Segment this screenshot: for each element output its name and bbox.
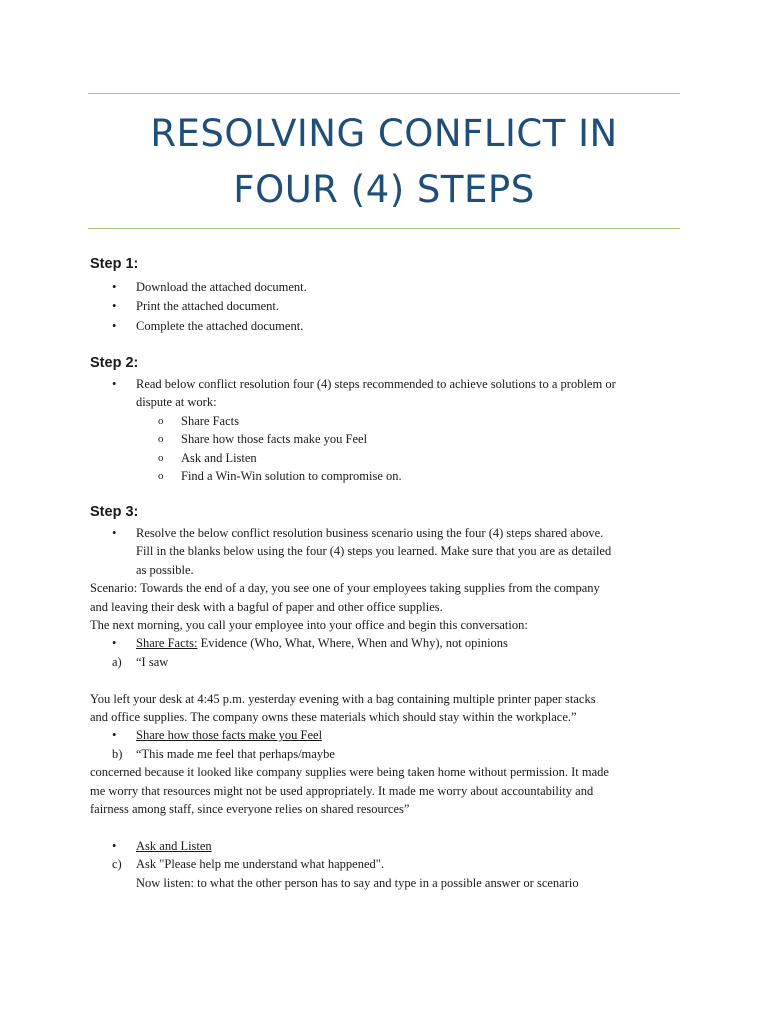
title-line-1: RESOLVING CONFLICT IN xyxy=(150,112,618,155)
circle-marker: o xyxy=(158,470,164,483)
scenario-line-1: Scenario: Towards the end of a day, you see one of your employees taking supplies from the company xyxy=(90,581,600,596)
share-facts-description: Evidence (Who, What, Where, When and Why), not opinions xyxy=(197,636,508,651)
bullet-marker: • xyxy=(112,838,117,853)
step2-intro-line-1: Read below conflict resolution four (4) steps recommended to achieve solutions to a problem or xyxy=(136,377,616,391)
list-item xyxy=(90,855,682,892)
share-facts-label: Share Facts: xyxy=(136,636,198,651)
title-bottom-rule xyxy=(88,228,680,229)
step2-list xyxy=(90,375,682,485)
bullet-marker: • xyxy=(112,318,117,333)
list-item-text: Download the attached document. xyxy=(136,280,307,294)
list-item xyxy=(90,297,682,315)
answer-b-line-2: me worry that resources might not be used appropriately. It made me worry about accountability and xyxy=(90,783,594,798)
list-item xyxy=(90,634,682,652)
step1-heading: Step 1: xyxy=(90,256,139,272)
bullet-marker: • xyxy=(112,526,117,540)
page-title xyxy=(88,106,680,218)
list-item xyxy=(90,375,682,412)
sub-list-item xyxy=(90,430,682,448)
sub-list-item xyxy=(90,467,682,485)
bullet-marker: • xyxy=(112,728,117,743)
step1-list xyxy=(90,278,682,335)
sub-list-item xyxy=(90,449,682,467)
bullet-marker: • xyxy=(112,377,117,391)
list-item xyxy=(90,726,682,744)
sub-list-item xyxy=(90,412,682,430)
step3-heading: Step 3: xyxy=(90,504,139,520)
title-line-2: FOUR (4) STEPS xyxy=(233,168,535,211)
list-item xyxy=(90,653,682,671)
bullet-marker: • xyxy=(112,280,117,294)
answer-a-line-2: and office supplies. The company owns these materials which should stay within the workplace.” xyxy=(90,710,577,725)
circle-marker: o xyxy=(158,414,164,427)
scenario-line-2: and leaving their desk with a bagful of paper and other office supplies. xyxy=(90,599,443,614)
blank-line xyxy=(90,818,682,836)
letter-marker: b) xyxy=(112,746,123,761)
circle-marker: o xyxy=(158,433,164,446)
circle-marker: o xyxy=(158,451,164,464)
sub-list-item-text: Share Facts xyxy=(181,413,239,428)
list-item xyxy=(90,745,682,763)
list-item xyxy=(90,837,682,855)
step2-heading: Step 2: xyxy=(90,355,139,371)
sub-list-item-text: Share how those facts make you Feel xyxy=(181,432,368,447)
bullet-marker: • xyxy=(112,636,117,651)
next-morning-line: The next morning, you call your employee into your office and begin this conversation: xyxy=(90,618,528,633)
sub-list-item-text: Find a Win-Win solution to compromise on. xyxy=(181,469,402,484)
prompt-c-line-1: Ask "Please help me understand what happened". xyxy=(136,857,384,872)
share-feel-label: Share how those facts make you Feel xyxy=(136,728,323,743)
list-item xyxy=(90,524,682,579)
list-item-text: Complete the attached document. xyxy=(136,318,304,333)
sub-list-item-text: Ask and Listen xyxy=(181,450,257,465)
ask-listen-label: Ask and Listen xyxy=(136,838,212,853)
step3-item-line-3: as possible. xyxy=(136,562,194,577)
answer-b-line-3: fairness among staff, since everyone relies on shared resources” xyxy=(90,802,410,817)
prompt-c-line-2: Now listen: to what the other person has to say and type in a possible answer or scenario xyxy=(136,875,579,890)
step3-item-line-1: Resolve the below conflict resolution business scenario using the four (4) steps shared above. xyxy=(136,526,604,540)
top-rule xyxy=(88,93,680,94)
prompt-b-text: “This made me feel that perhaps/maybe xyxy=(136,746,335,761)
list-item xyxy=(90,317,682,335)
prompt-a-text: “I saw xyxy=(136,654,169,669)
blank-line xyxy=(90,671,682,689)
step3-content xyxy=(90,524,682,892)
letter-marker: a) xyxy=(112,654,122,669)
answer-b-line-1: concerned because it looked like company supplies were being taken home without permission. It made xyxy=(90,765,609,780)
list-item-text: Print the attached document. xyxy=(136,299,280,314)
letter-marker: c) xyxy=(112,857,122,872)
step3-item-line-2: Fill in the blanks below using the four (4) steps you learned. Make sure that you are as detailed xyxy=(136,544,612,559)
list-item xyxy=(90,278,682,296)
bullet-marker: • xyxy=(112,299,117,314)
step2-intro-line-2: dispute at work: xyxy=(136,395,217,410)
answer-a-line-1: You left your desk at 4:45 p.m. yesterday evening with a bag containing multiple printer paper stacks xyxy=(90,691,596,706)
